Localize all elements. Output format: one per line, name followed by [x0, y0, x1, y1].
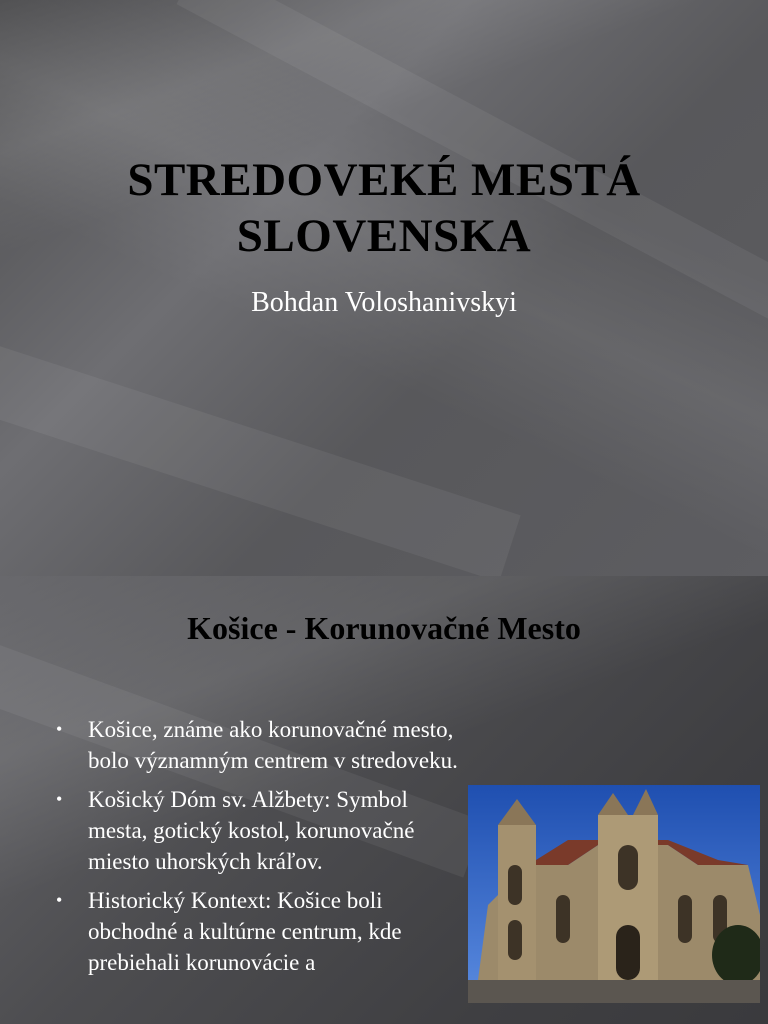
window	[618, 845, 638, 890]
bullet-marker: •	[56, 789, 63, 809]
slide-1-title	[60, 152, 708, 264]
ground	[468, 980, 760, 1003]
cathedral-illustration	[468, 785, 760, 1003]
window	[508, 920, 522, 960]
bullet-list	[56, 714, 466, 986]
bullet-item	[56, 714, 466, 776]
window	[508, 865, 522, 905]
background-streak	[0, 330, 521, 576]
bullet-text: Košice, známe ako korunovačné mesto, bolo významným centrem v stredoveku.	[88, 717, 458, 773]
bullet-text: Historický Kontext: Košice boli obchodné a kultúrne centrum, kde prebiehali korunovácie a	[88, 888, 402, 975]
window	[678, 895, 692, 943]
bullet-item	[56, 784, 466, 877]
slide-2-title: Košice - Korunovačné Mesto	[187, 610, 581, 646]
bullet-item	[56, 885, 466, 978]
bullet-marker: •	[56, 890, 63, 910]
title-line-2: SLOVENSKA	[236, 210, 532, 262]
bullet-text: Košický Dóm sv. Alžbety: Symbol mesta, gotický kostol, korunovačné miesto uhorských kráľov.	[88, 787, 415, 874]
cathedral-photo	[468, 785, 760, 1003]
title-line-1: STREDOVEKÉ MESTÁ	[127, 154, 641, 206]
portal	[616, 925, 640, 980]
window	[556, 895, 570, 943]
slide-1-subtitle: Bohdan Voloshanivskyi	[251, 287, 517, 318]
slide-2	[0, 576, 768, 1024]
bullet-marker: •	[56, 719, 63, 739]
